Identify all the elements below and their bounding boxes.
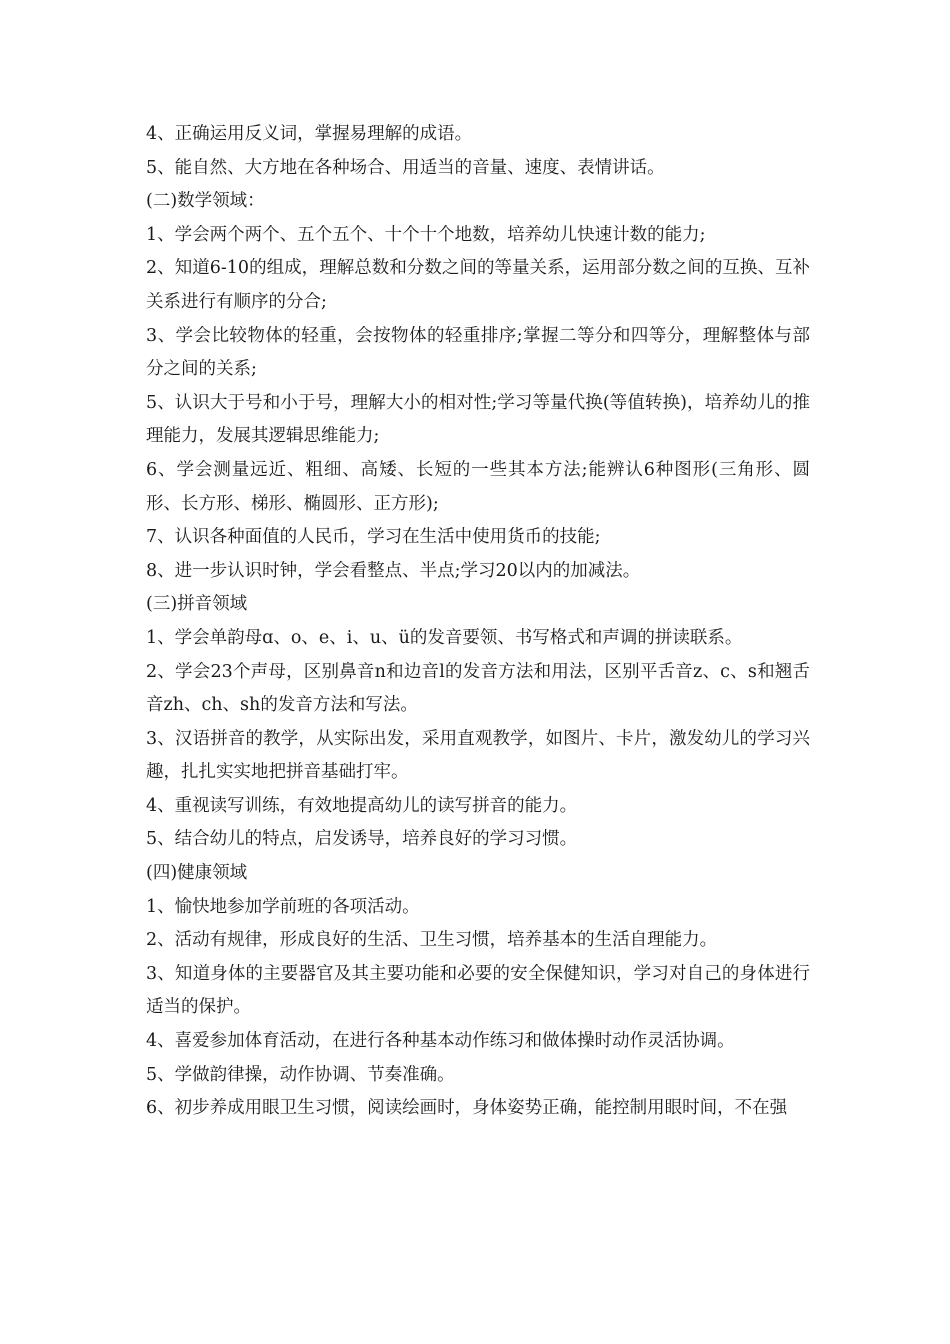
paragraph-math-3: 3、学会比较物体的轻重，会按物体的轻重排序;掌握二等分和四等分，理解整体与部分之间的关系;	[146, 325, 810, 380]
paragraph-math-7: 7、认识各种面值的人民币，学习在生活中使用货币的技能;	[146, 527, 601, 548]
paragraph-pinyin-3: 3、汉语拼音的教学，从实际出发，采用直观教学，如图片、卡片，激发幼儿的学习兴趣，扎扎实实地把拼音基础打牢。	[146, 728, 810, 783]
section-heading-pinyin: (三)拼音领域	[146, 594, 248, 615]
paragraph-pinyin-5: 5、结合幼儿的特点，启发诱导，培养良好的学习习惯。	[146, 829, 578, 850]
paragraph-health-1: 1、愉快地参加学前班的各项活动。	[146, 896, 420, 917]
paragraph-health-5: 5、学做韵律操，动作协调、节奏准确。	[146, 1064, 455, 1085]
paragraph-language-4: 4、正确运用反义词，掌握易理解的成语。	[146, 124, 473, 144]
section-heading-math: (二)数学领域：	[146, 191, 265, 212]
paragraph-pinyin-1: 1、学会单韵母ɑ、o、e、i、u、ü的发音要领、书写格式和声调的拼读联系。	[146, 627, 743, 648]
paragraph-pinyin-4: 4、重视读写训练，有效地提高幼儿的读写拼音的能力。	[146, 795, 578, 816]
paragraph-math-6: 6、学会测量远近、粗细、高矮、长短的一些其本方法;能辨认6种图形(三角形、圆形、长方形、梯形、椭圆形、正方形);	[146, 459, 810, 514]
paragraph-math-5: 5、认识大于号和小于号，理解大小的相对性;学习等量代换(等值转换)，培养幼儿的推理能力，发展其逻辑思维能力;	[146, 392, 810, 447]
paragraph-language-5: 5、能自然、大方地在各种场合、用适当的音量、速度、表情讲话。	[146, 157, 665, 178]
paragraph-math-2: 2、知道6-10的组成，理解总数和分数之间的等量关系，运用部分数之间的互换、互补关系进行有顺序的分合;	[146, 258, 810, 312]
paragraph-pinyin-2: 2、学会23个声母，区别鼻音n和边音l的发音方法和用法，区别平舌音z、c、s和翘舌音zh、ch、sh的发音方法和写法。	[146, 661, 810, 716]
paragraph-health-2: 2、活动有规律，形成良好的生活、卫生习惯，培养基本的生活自理能力。	[146, 930, 718, 951]
paragraph-health-6: 6、初步养成用眼卫生习惯，阅读绘画时，身体姿势正确，能控制用眼时间，不在强	[146, 1098, 788, 1119]
section-heading-health: (四)健康领域	[146, 863, 248, 884]
paragraph-health-4: 4、喜爱参加体育活动，在进行各种基本动作练习和做体操时动作灵活协调。	[146, 1031, 735, 1052]
paragraph-math-1: 1、学会两个两个、五个五个、十个十个地数，培养幼儿快速计数的能力;	[146, 224, 706, 245]
paragraph-health-3: 3、知道身体的主要器官及其主要功能和必要的安全保健知识，学习对自己的身体进行适当的保护。	[146, 963, 810, 1018]
paragraph-math-8: 8、进一步认识时钟，学会看整点、半点;学习20以内的加减法。	[146, 560, 641, 581]
document-body	[146, 118, 810, 1126]
